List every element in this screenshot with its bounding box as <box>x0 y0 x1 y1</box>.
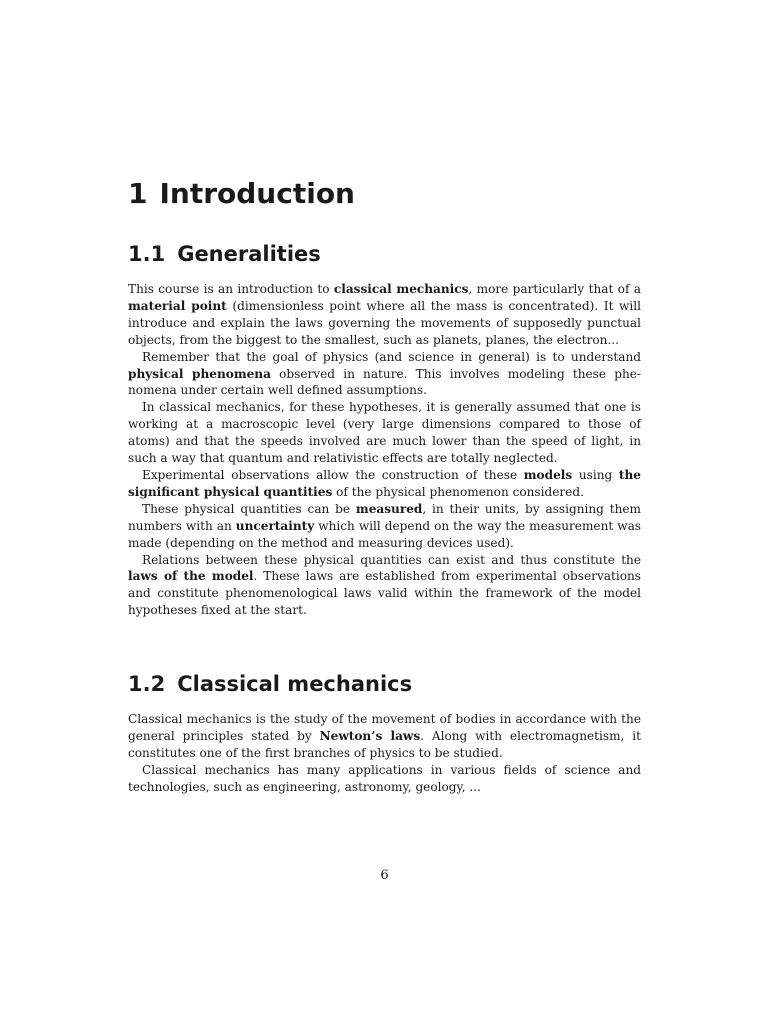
text-run: Relations between these physical quantities can exist and thus constitute the <box>142 552 641 567</box>
paragraph <box>128 762 641 796</box>
text-run: Remember that the goal of physics (and science in general) is to understand <box>142 349 641 364</box>
section-title: Generalities <box>177 242 321 266</box>
text-run: . These laws are established from experimental observations and constitute phenomenological laws valid within the framework of the model hypotheses fixed at the start. <box>128 569 641 618</box>
text-run: which will depend on the way the measurement was made (depending on the method and measuring devices used). <box>128 518 641 550</box>
text-run: , in their units, by assigning them numbers with an <box>128 501 641 533</box>
bold-term: the significant physical quantities <box>128 467 641 499</box>
chapter-title: Introduction <box>159 177 355 210</box>
bold-term: measured <box>355 501 423 516</box>
bold-term: uncertainty <box>235 518 315 533</box>
chapter-heading <box>128 176 355 212</box>
bold-term: models <box>523 467 573 482</box>
section-number: 1.1 <box>128 242 166 266</box>
text-run: These physical quantities can be <box>142 501 356 516</box>
text-run: observed in nature. This involves modeling these phenomena under certain well defined assumptions. <box>128 366 642 398</box>
chapter-number: 1 <box>128 177 148 210</box>
paragraph <box>128 281 641 349</box>
bold-term: classical mechanics <box>333 282 469 296</box>
text-run: of the physical phenomenon considered. <box>332 484 584 499</box>
section-title: Classical mechanics <box>177 672 413 696</box>
paragraph <box>128 552 641 620</box>
paragraph <box>128 349 641 400</box>
section-body-generalities <box>128 281 641 619</box>
paragraph <box>128 399 641 467</box>
text-run: . Along with electromagnetism, it constitutes one of the first branches of physics to be studied. <box>128 728 642 760</box>
text-run: Classical mechanics is the study of the movement of bodies in accordance with the general principles stated by <box>128 712 641 743</box>
bold-term: laws of the model <box>128 569 254 584</box>
text-run: Experimental observations allow the construction of these <box>142 467 524 482</box>
section-number: 1.2 <box>128 672 166 696</box>
document-page <box>128 0 641 1024</box>
text-run: using <box>572 467 619 482</box>
text-run: (dimensionless point where all the mass is concentrated). It will introduce and explain the laws governing the movements of supposedly punctual objects, from the biggest to the smallest, such as planets, planes, the electron... <box>128 298 641 347</box>
bold-term: material point <box>128 298 227 313</box>
section-heading-generalities <box>128 240 321 268</box>
text-run: Classical mechanics has many applications in various fields of science and technologies, such as engineering, astronomy, geology, ... <box>128 762 641 794</box>
text-run: This course is an introduction to <box>128 282 334 296</box>
text-run: , more particularly that of a <box>468 282 641 296</box>
bold-term: physical phenomena <box>128 366 271 381</box>
section-body-classical-mechanics <box>128 711 641 796</box>
page-number: 6 <box>380 868 389 883</box>
text-run: In classical mechanics, for these hypotheses, it is generally assumed that one is working at a macroscopic level (very large dimensions compared to those of atoms) and that the speeds involved are much lower than the speed of light, in such a way that quantum and relativistic effects are totally neglected. <box>128 400 641 466</box>
bold-term: Newton’s laws <box>319 728 421 743</box>
section-heading-classical-mechanics <box>128 670 412 698</box>
paragraph <box>128 467 641 501</box>
paragraph <box>128 501 641 552</box>
paragraph <box>128 711 641 762</box>
